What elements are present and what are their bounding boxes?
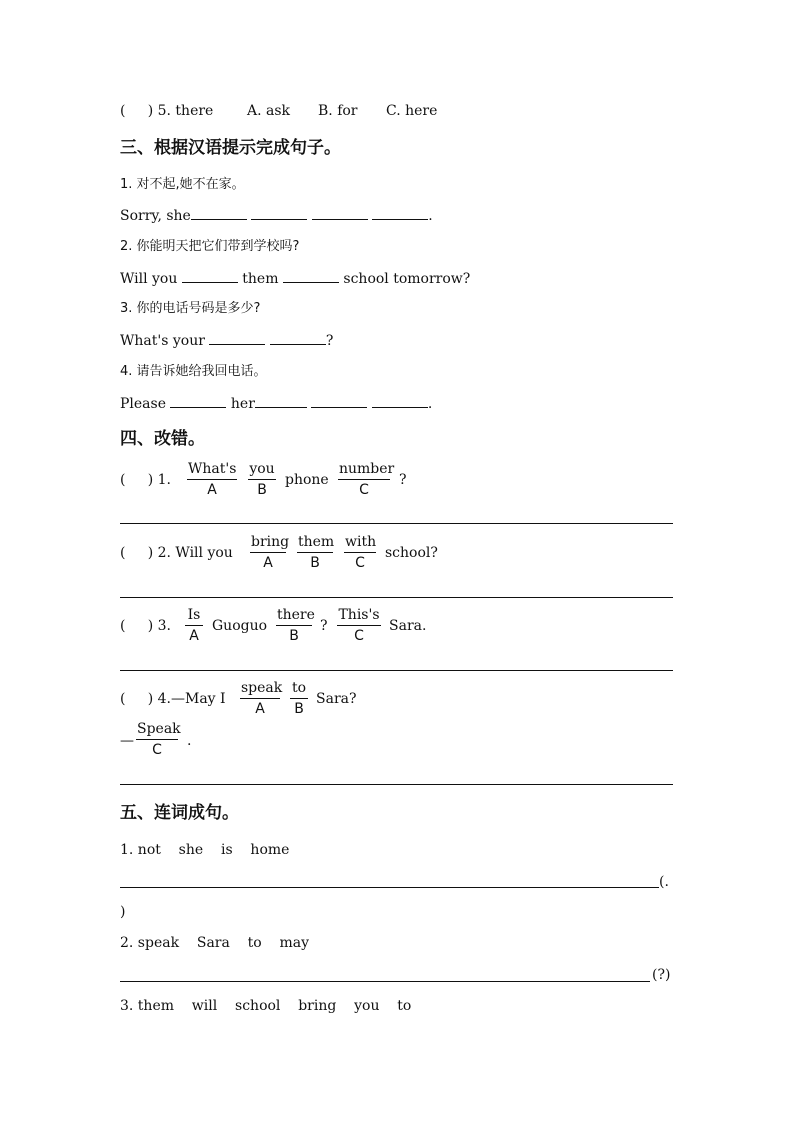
s5-item2-answer-line[interactable] <box>120 981 650 982</box>
s4-q3-part-a: $\frac{Is}{A}$ <box>185 607 203 645</box>
answer-blank[interactable] <box>182 269 238 283</box>
s4-q1-part-a: What's A <box>188 461 237 498</box>
s4-q1-answer-line[interactable] <box>120 523 673 524</box>
s4-q3-mid: Guoguo <box>212 618 268 634</box>
s4-q1-part-c: number C <box>339 461 395 498</box>
mc-q5-option-c: C. here <box>386 103 438 119</box>
s5-item1-words: 1. not she is home <box>120 842 290 858</box>
section5-heading: 五、连词成句。 <box>120 803 239 823</box>
s3-item2-english: Will you them school tomorrow? <box>120 271 471 287</box>
mc-q5-option-a: A. ask <box>247 103 291 119</box>
s4-q2-part-c: with C <box>345 534 377 571</box>
s4-q3-part-b: there B <box>277 607 315 644</box>
s3-item1-chinese: 1. 对不起,她不在家。 <box>120 177 245 192</box>
s5-item1-end-punct-close: ) <box>120 904 126 920</box>
s4-q4-end: Sara? <box>316 691 357 707</box>
s4-q3-end: Sara. <box>389 618 427 634</box>
s5-item1-end-punct: (. <box>659 874 669 890</box>
s5-item2-end-punct: (?) <box>652 967 671 983</box>
s4-q2-part-a: bring A <box>251 534 290 571</box>
s3-item3-english: What's your ? <box>120 333 334 349</box>
s4-q1-end: ? <box>399 472 407 488</box>
mc-q5-stem: ( ) 5. there <box>120 103 214 119</box>
s3-item1-english: Sorry, she . <box>120 208 433 224</box>
s4-q4-part-b: $\frac{to}{B}$ <box>291 680 307 717</box>
answer-blank[interactable] <box>251 206 307 220</box>
answer-blank[interactable] <box>372 206 428 220</box>
s4-q1-mid: phone <box>285 472 329 488</box>
answer-blank[interactable] <box>191 206 247 220</box>
s4-q2-prefix: ( ) 2. Will you <box>120 545 233 561</box>
s4-q4-answer-line[interactable] <box>120 784 673 785</box>
s5-item1-answer-line[interactable] <box>120 887 659 888</box>
s4-q3-part-c: This's C <box>338 607 380 644</box>
s4-q2-part-b: them B <box>298 534 335 571</box>
s3-item2-chinese: 2. 你能明天把它们带到学校吗? <box>120 239 300 254</box>
s4-q4-part-a: speak A <box>241 680 283 717</box>
answer-blank[interactable] <box>312 206 368 220</box>
s4-q3-answer-line[interactable] <box>120 670 673 671</box>
s4-q4-period: . <box>187 733 192 749</box>
s4-q2-end: school? <box>385 545 438 561</box>
mc-q5-option-b: B. for <box>318 103 358 119</box>
s3-item4-english: Please her . <box>120 396 433 412</box>
section4-heading: 四、改错。 <box>120 429 205 449</box>
s4-q1-prefix: ( ) 1. <box>120 472 171 488</box>
s4-q4-part-c: Speak C <box>137 721 181 758</box>
s4-q3-prefix: ( ) 3. <box>120 618 171 634</box>
s4-q1-part-b: you B <box>249 461 275 498</box>
s5-item2-words: 2. speak Sara to may <box>120 935 310 951</box>
s4-q4-dash: — <box>120 733 134 749</box>
answer-blank[interactable] <box>283 269 339 283</box>
answer-blank[interactable] <box>311 394 367 408</box>
section3-heading: 三、根据汉语提示完成句子。 <box>120 138 341 158</box>
answer-blank[interactable] <box>372 394 428 408</box>
s5-item3-words: 3. them will school bring you to <box>120 998 412 1014</box>
answer-blank[interactable] <box>255 394 307 408</box>
answer-blank[interactable] <box>209 331 265 345</box>
s4-q4-prefix: ( ) 4.—May I <box>120 691 226 707</box>
s3-item3-chinese: 3. 你的电话号码是多少? <box>120 301 261 316</box>
answer-blank[interactable] <box>170 394 226 408</box>
s3-item4-chinese: 4. 请告诉她给我回电话。 <box>120 364 267 379</box>
s4-q2-answer-line[interactable] <box>120 597 673 598</box>
s4-q3-question-mark: ? <box>320 618 328 634</box>
answer-blank[interactable] <box>270 331 326 345</box>
